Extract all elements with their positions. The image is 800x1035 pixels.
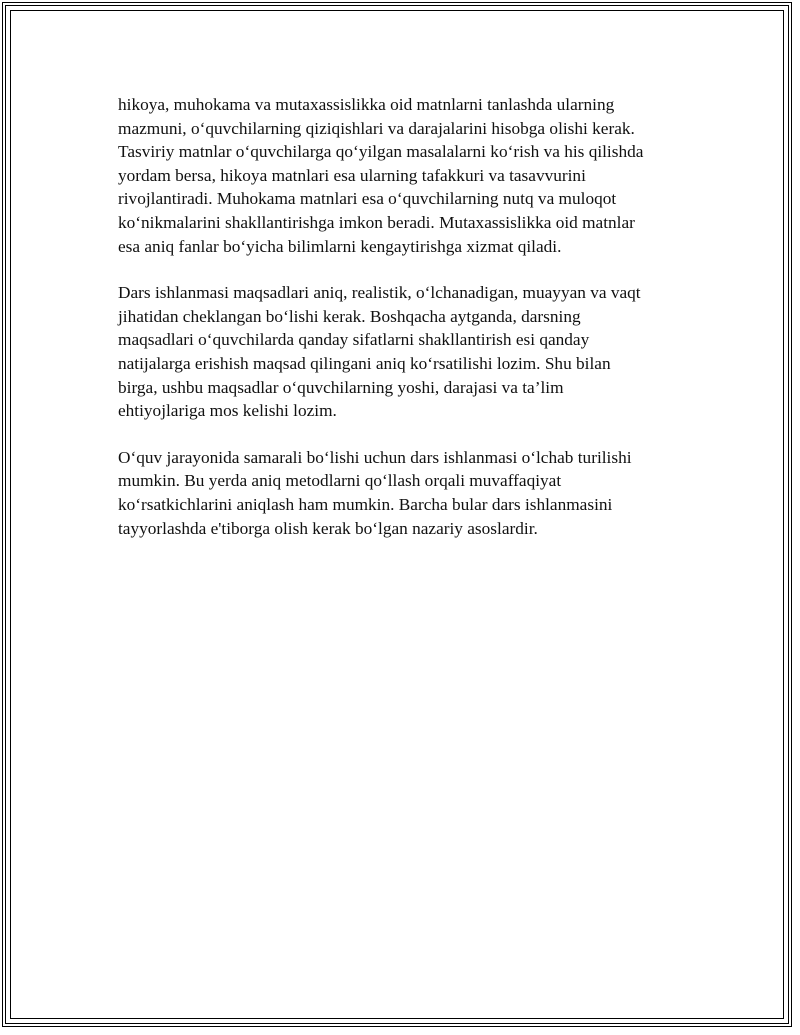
text-line: mumkin. Bu yerda aniq metodlarni qo‘llash orqali muvaffaqiyat [118,471,562,491]
document-body [118,93,678,563]
paragraph-3 [118,446,678,540]
text-line: natijalarga erishish maqsad qilingani aniq ko‘rsatilishi lozim. Shu bilan [118,353,611,373]
text-line: ehtiyojlariga mos kelishi lozim. [118,401,337,421]
text-line: yordam bersa, hikoya matnlari esa ularning tafakkuri va tasavvurini [118,165,586,185]
text-line: jihatidan cheklangan bo‘lishi kerak. Boshqacha aytganda, darsning [118,306,581,326]
paragraph-2 [118,281,678,423]
text-line: esa aniq fanlar bo‘yicha bilimlarni kengaytirishga xizmat qiladi. [118,236,562,256]
text-line: maqsadlari o‘quvchilarda qanday sifatlarni shakllantirish esi qanday [118,330,590,350]
paragraph-1 [118,93,678,258]
text-line: rivojlantiradi. Muhokama matnlari esa o‘quvchilarning nutq va muloqot [118,189,617,209]
text-line: mazmuni, o‘quvchilarning qiziqishlari va darajalarini hisobga olishi kerak. [118,118,635,138]
text-line: ko‘rsatkichlarini aniqlash ham mumkin. Barcha bular dars ishlanmasini [118,494,613,514]
text-line: tayyorlashda e'tiborga olish kerak bo‘lgan nazariy asoslardir. [118,518,538,538]
text-line: Tasviriy matnlar o‘quvchilarga qo‘yilgan masalalarni ko‘rish va his qilishda [118,142,644,162]
text-line: O‘quv jarayonida samarali bo‘lishi uchun dars ishlanmasi o‘lchab turilishi [118,447,632,467]
text-line: ko‘nikmalarini shakllantirishga imkon beradi. Mutaxassislikka oid matnlar [118,212,635,232]
text-line: hikoya, muhokama va mutaxassislikka oid matnlarni tanlashda ularning [118,95,615,114]
text-line: Dars ishlanmasi maqsadlari aniq, realistik, o‘lchanadigan, muayyan va vaqt [118,283,641,303]
text-line: birga, ushbu maqsadlar o‘quvchilarning yoshi, darajasi va ta’lim [118,377,564,397]
